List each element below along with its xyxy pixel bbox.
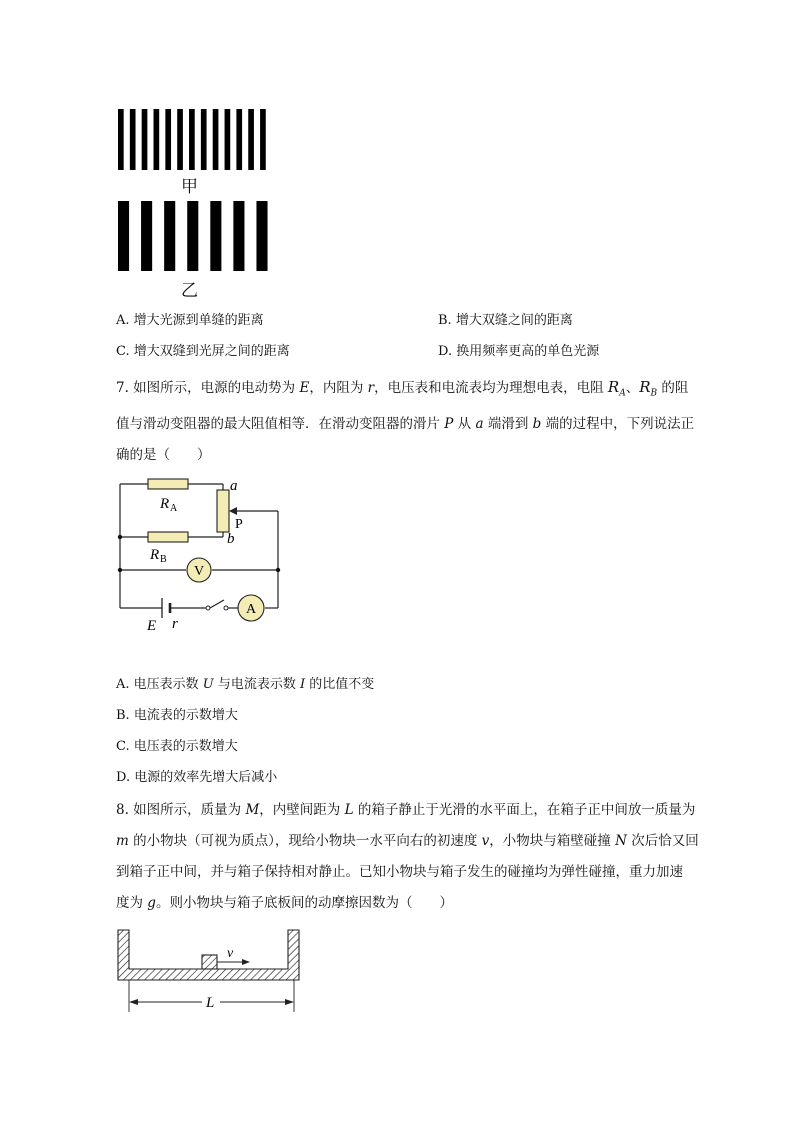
fringe-stripe (177, 109, 183, 170)
symbol-rb-sub: B (650, 388, 658, 399)
arrowhead-icon (285, 999, 294, 1005)
symbol-u: U (202, 677, 214, 692)
q8-text: ，内壁间距为 (259, 802, 345, 818)
symbol-b: b (532, 416, 542, 432)
q8-text: 。则小物块与箱子底板间的动摩擦因数为（ ） (155, 895, 453, 911)
symbol-ra-sub: A (619, 388, 626, 399)
q8-text: 的箱子静止于光滑的水平面上，在箱子正中间放一质量为 (353, 802, 696, 818)
q7-option-a (116, 676, 374, 694)
q7-option-text: A. 电压表示数 (116, 677, 203, 692)
box-figure (110, 922, 310, 1022)
symbol-internal-resistance: r (367, 380, 375, 396)
label-r: r (172, 616, 178, 632)
fringe-stripe (210, 201, 221, 271)
q6-option-c: C. 增大双缝到光屏之间的距离 (116, 344, 290, 359)
q7-text: ，电压表和电流表均为理想电表，电阻 (374, 380, 608, 396)
q7-option-d: D. 电源的效率先增大后减小 (116, 770, 278, 785)
q8-stem-line2 (116, 832, 699, 850)
label-ra: R (160, 496, 170, 512)
q8-text: ，小物块与箱壁碰撞 (489, 833, 616, 849)
symbol-l: L (344, 802, 354, 818)
fringe-stripe (260, 109, 266, 170)
symbol-emf: E (299, 380, 310, 396)
label-ra-sub: A (170, 503, 178, 514)
symbol-m-block: m (116, 833, 129, 849)
fringe-stripe (118, 201, 129, 271)
junction-dot (118, 568, 122, 572)
label-a-meter: A (246, 602, 257, 617)
symbol-ra: R (607, 378, 620, 396)
q7-option-text: 的比值不变 (305, 677, 375, 692)
fringe-stripe (141, 201, 152, 271)
q7-text: 从 (453, 416, 476, 432)
q7-option-text: 与电流表示数 (213, 677, 301, 692)
q8-stem-line4 (116, 894, 453, 912)
fringe-stripe (165, 109, 171, 170)
label-v: V (194, 564, 205, 579)
q8-text: 次后恰又回 (626, 833, 699, 849)
q7-text: ，内阻为 (309, 380, 368, 396)
q7-text: 的阻 (657, 380, 689, 396)
q7-option-b: B. 电流表的示数增大 (116, 708, 238, 723)
switch-contact (224, 606, 228, 610)
fringe-stripe (225, 109, 231, 170)
junction-dot (118, 535, 122, 539)
fringe-caption-bottom: 乙 (181, 281, 198, 301)
fringe-stripe (130, 109, 136, 170)
resistor-ra (148, 479, 188, 489)
fringe-stripe (213, 109, 219, 170)
q8-stem-line3: 到箱子正中间，并与箱子保持相对静止。已知小物块与箱子发生的碰撞均为弹性碰撞，重力加速 (116, 864, 683, 880)
resistor-rb (148, 532, 188, 542)
fringe-stripe (154, 109, 160, 170)
label-rb: R (150, 547, 160, 563)
fringe-stripe (248, 109, 254, 170)
slider-arrow-icon (229, 507, 237, 515)
q7-text: 端的过程中，下列说法正 (541, 416, 695, 432)
q6-option-b: B. 增大双缝之间的距离 (438, 313, 573, 328)
arrowhead-icon (129, 999, 138, 1005)
fringe-pattern-top (118, 109, 266, 170)
symbol-slider: P (444, 416, 454, 432)
fringe-stripe (201, 109, 207, 170)
symbol-i: I (300, 677, 306, 692)
q8-text: 的小物块（可视为质点），现给小物块一水平向右的初速度 (128, 833, 482, 849)
q7-stem-line1 (116, 378, 688, 403)
label-v: v (227, 946, 234, 961)
q7-stem-line3: 确的是（ ） (116, 447, 211, 463)
label-rb-sub: B (160, 554, 167, 565)
q7-text: 7. 如图所示，电源的电动势为 (116, 380, 300, 396)
fringe-stripe (233, 201, 244, 271)
symbol-n: N (615, 833, 627, 849)
switch-lever (210, 600, 224, 608)
q7-stem-line2 (116, 415, 694, 433)
label-p: P (235, 517, 243, 532)
label-b: b (227, 531, 235, 547)
fringe-stripe (118, 109, 124, 170)
fringe-caption-top: 甲 (181, 177, 198, 197)
symbol-v: v (481, 833, 490, 849)
q6-option-a: A. 增大光源到单缝的距离 (116, 313, 264, 328)
q7-text: 、 (625, 380, 640, 396)
label-a: a (230, 478, 238, 494)
fringe-stripe (189, 109, 195, 170)
symbol-m-box: M (245, 802, 260, 818)
rheostat (217, 490, 229, 532)
symbol-rb: R (639, 378, 651, 396)
circuit-diagram (110, 470, 290, 640)
q8-text: 8. 如图所示，质量为 (116, 802, 246, 818)
switch-contact (206, 606, 210, 610)
fringe-stripe (256, 201, 267, 271)
arrowhead-icon (242, 959, 250, 965)
fringe-stripe (164, 201, 175, 271)
symbol-a: a (475, 416, 484, 432)
fringe-stripe (142, 109, 148, 170)
q6-option-d: D. 换用频率更高的单色光源 (438, 344, 600, 359)
fringe-figure (110, 100, 280, 300)
label-l: L (206, 995, 215, 1011)
small-block (202, 955, 217, 969)
fringe-pattern-bottom (118, 201, 268, 271)
label-e: E (147, 618, 157, 634)
q7-option-c: C. 电压表的示数增大 (116, 739, 238, 754)
fringe-stripe (236, 109, 242, 170)
junction-dot (276, 568, 280, 572)
symbol-g: g (147, 895, 156, 911)
fringe-stripe (187, 201, 198, 271)
q8-text: 度为 (116, 895, 148, 911)
q7-text: 端滑到 (483, 416, 533, 432)
q8-stem-line1 (116, 801, 695, 819)
q7-text: 值与滑动变阻器的最大阻值相等．在滑动变阻器的滑片 (116, 416, 445, 432)
